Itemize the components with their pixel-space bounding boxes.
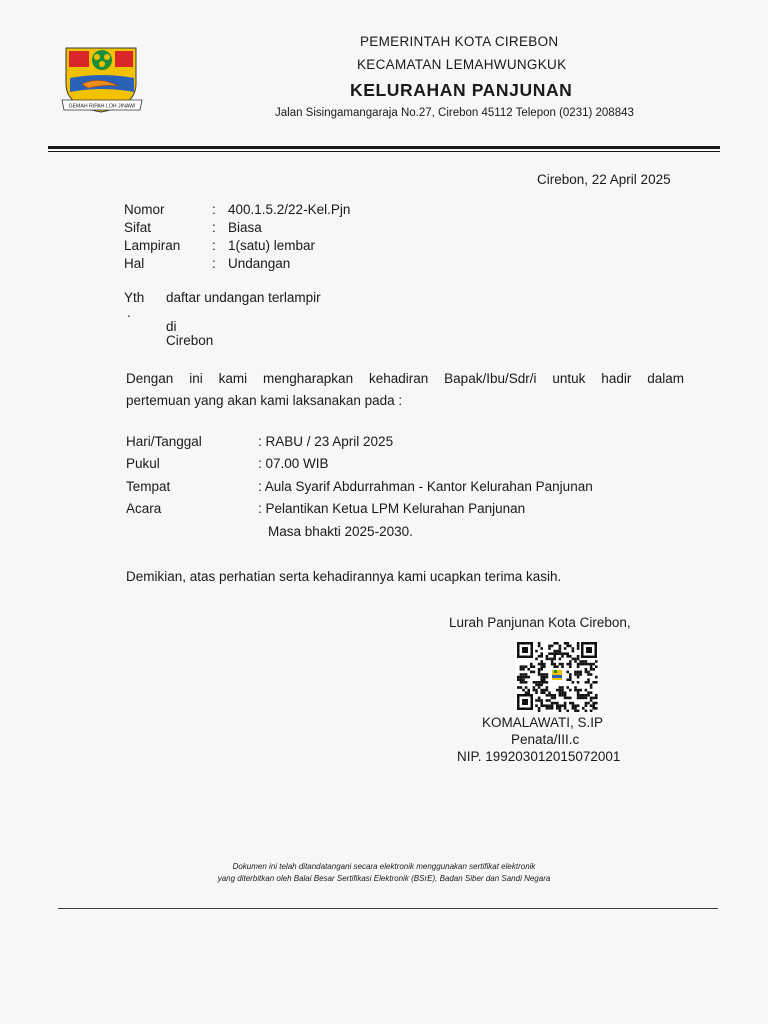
meta-value-hal: Undangan (228, 256, 291, 271)
signatory-nip: NIP. 199203012015072001 (457, 749, 621, 764)
meta-label-nomor: Nomor (124, 202, 165, 217)
detail-label-place: Tempat (126, 479, 171, 494)
addressee-dot: . (127, 305, 131, 320)
meta-colon: : (212, 202, 216, 217)
meta-label-lampiran: Lampiran (124, 238, 181, 253)
addressee-recipient: daftar undangan terlampir (166, 290, 321, 305)
letterhead-district: KECAMATAN LEMAHWUNGKUK (357, 57, 567, 72)
footer-note-line1: Dokumen ini telah ditandatangani secara elektronik menggunakan sertifikat elektronik (232, 862, 536, 871)
closing-sentence: Demikian, atas perhatian serta kehadirannya kami ucapkan terima kasih. (126, 569, 562, 584)
footer-divider (58, 908, 718, 909)
body-intro-line1: Dengan ini kami mengharapkan kehadiran Bapak/Ibu/Sdr/i untuk hadir dalam (126, 371, 684, 386)
letterhead-divider-thin (48, 151, 720, 152)
meta-colon: : (212, 238, 216, 253)
detail-value-day: : RABU / 23 April 2025 (258, 434, 394, 449)
meta-label-sifat: Sifat (124, 220, 152, 235)
meta-value-sifat: Biasa (228, 220, 262, 235)
meta-label-hal: Hal (124, 256, 145, 271)
detail-label-time: Pukul (126, 456, 160, 471)
svg-text:GEMAH RIPAH LOH JINAWI: GEMAH RIPAH LOH JINAWI (68, 103, 136, 110)
meta-colon: : (212, 220, 216, 235)
footer-note-line2: yang diterbitkan oleh Balai Besar Sertifikasi Elektronik (BSrE), Badan Siber dan Sandi Negara (217, 874, 551, 883)
body-intro-line2: pertemuan yang akan kami laksanakan pada : (126, 393, 403, 408)
signatory-name: KOMALAWATI, S.IP (482, 715, 604, 730)
meta-value-nomor: 400.1.5.2/22-Kel.Pjn (228, 202, 351, 217)
addressee-city: Cirebon (166, 333, 214, 348)
letter-date: Cirebon, 22 April 2025 (537, 172, 671, 187)
meta-value-lampiran: 1(satu) lembar (228, 238, 316, 253)
letterhead-divider-thick (48, 146, 720, 149)
addressee-salutation: Yth (124, 290, 145, 305)
letterhead-address: Jalan Sisingamangaraja No.27, Cirebon 45112 Telepon (0231) 208843 (275, 107, 634, 119)
addressee-di: di (166, 319, 177, 334)
signatory-rank: Penata/III.c (511, 732, 580, 747)
detail-value-event-cont: Masa bhakti 2025-2030. (268, 524, 413, 539)
city-coat-of-arms-icon (60, 44, 144, 116)
meta-colon: : (212, 256, 216, 271)
qr-code-icon (515, 640, 599, 712)
detail-value-event: : Pelantikan Ketua LPM Kelurahan Panjunan (258, 501, 526, 516)
signature-title: Lurah Panjunan Kota Cirebon, (449, 615, 631, 630)
letterhead-office: KELURAHAN PANJUNAN (350, 80, 573, 100)
detail-label-event: Acara (126, 501, 162, 516)
detail-value-time: : 07.00 WIB (258, 456, 329, 471)
letterhead-government: PEMERINTAH KOTA CIREBON (360, 34, 559, 49)
detail-label-day: Hari/Tanggal (126, 434, 202, 449)
detail-value-place: : Aula Syarif Abdurrahman - Kantor Kelurahan Panjunan (258, 479, 593, 494)
